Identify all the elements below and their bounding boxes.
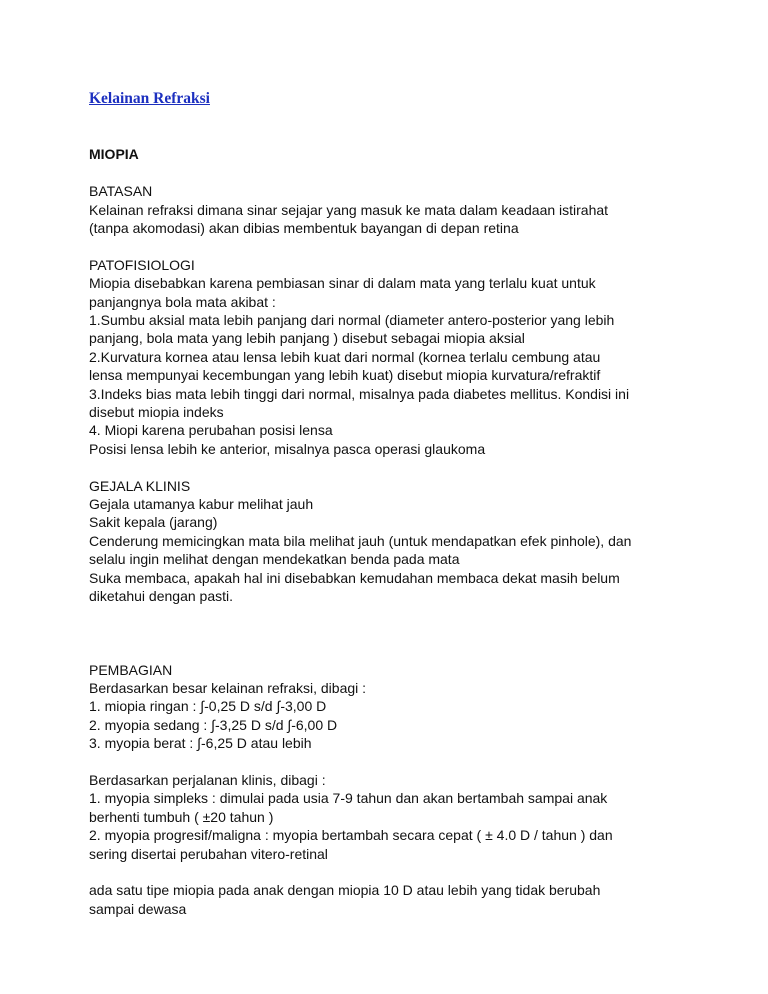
patofisiologi-heading: PATOFISIOLOGI <box>89 256 195 273</box>
batasan-line: (tanpa akomodasi) akan dibias membentuk bayangan di depan retina <box>89 220 519 237</box>
gejala-line: Suka membaca, apakah hal ini disebabkan kemudahan membaca dekat masih belum <box>89 569 620 586</box>
penutup-line: sampai dewasa <box>89 900 187 917</box>
perjalanan-line: berhenti tumbuh ( ±20 tahun ) <box>89 808 274 825</box>
patofisiologi-line: lensa mempunyai kecembungan yang lebih kuat) disebut miopia kurvatura/refraktif <box>89 367 601 384</box>
gejala-line: Gejala utamanya kabur melihat jauh <box>89 496 314 513</box>
spacer <box>89 458 699 476</box>
gejala-line: Sakit kepala (jarang) <box>89 514 218 531</box>
perjalanan-line: 2. myopia progresif/maligna : myopia bertambah secara cepat ( ± 4.0 D / tahun ) dan <box>89 827 613 844</box>
gejala-line: diketahui dengan pasti. <box>89 588 233 605</box>
perjalanan-line: sering disertai perubahan vitero-retinal <box>89 845 328 862</box>
spacer <box>89 606 699 661</box>
patofisiologi-line: 3.Indeks bias mata lebih tinggi dari normal, misalnya pada diabetes mellitus. Kondisi ini <box>89 385 630 402</box>
gejala-line: selalu ingin melihat dengan mendekatkan benda pada mata <box>89 551 460 568</box>
patofisiologi-line: Posisi lensa lebih ke anterior, misalnya pasca operasi glaukoma <box>89 440 486 457</box>
gejala-line: Cenderung memicingkan mata bila melihat jauh (untuk mendapatkan efek pinhole), dan <box>89 532 632 549</box>
perjalanan-line: Berdasarkan perjalanan klinis, dibagi : <box>89 771 326 788</box>
spacer <box>89 164 699 182</box>
spacer <box>89 237 699 255</box>
patofisiologi-line: Miopia disebabkan karena pembiasan sinar di dalam mata yang terlalu kuat untuk <box>89 275 596 292</box>
pembagian-line: 1. miopia ringan : ∫-0,25 D s/d ∫-3,00 D <box>89 698 327 715</box>
batasan-heading: BATASAN <box>89 183 153 200</box>
spacer <box>89 863 699 881</box>
patofisiologi-line: disebut miopia indeks <box>89 404 224 421</box>
penutup-line: ada satu tipe miopia pada anak dengan miopia 10 D atau lebih yang tidak berubah <box>89 882 601 899</box>
gejala-heading: GEJALA KLINIS <box>89 477 191 494</box>
patofisiologi-line: panjang, bola mata yang lebih panjang ) disebut sebagai miopia aksial <box>89 330 525 347</box>
document-title-link[interactable]: Kelainan Refraksi <box>89 90 210 107</box>
perjalanan-line: 1. myopia simpleks : dimulai pada usia 7-9 tahun dan akan bertambah sampai anak <box>89 790 608 807</box>
pembagian-heading: PEMBAGIAN <box>89 661 173 678</box>
miopia-heading: MIOPIA <box>89 146 139 163</box>
patofisiologi-line: 4. Miopi karena perubahan posisi lensa <box>89 422 333 439</box>
spacer <box>89 753 699 771</box>
pembagian-line: Berdasarkan besar kelainan refraksi, dibagi : <box>89 679 367 696</box>
patofisiologi-line: 1.Sumbu aksial mata lebih panjang dari normal (diameter antero-posterior yang lebih <box>89 312 615 329</box>
pembagian-line: 3. myopia berat : ∫-6,25 D atau lebih <box>89 735 312 752</box>
patofisiologi-line: panjangnya bola mata akibat : <box>89 293 276 310</box>
batasan-line: Kelainan refraksi dimana sinar sejajar yang masuk ke mata dalam keadaan istirahat <box>89 201 609 218</box>
patofisiologi-line: 2.Kurvatura kornea atau lensa lebih kuat dari normal (kornea terlalu cembung atau <box>89 348 601 365</box>
pembagian-line: 2. myopia sedang : ∫-3,25 D s/d ∫-6,00 D <box>89 716 338 733</box>
document-page <box>89 90 699 918</box>
